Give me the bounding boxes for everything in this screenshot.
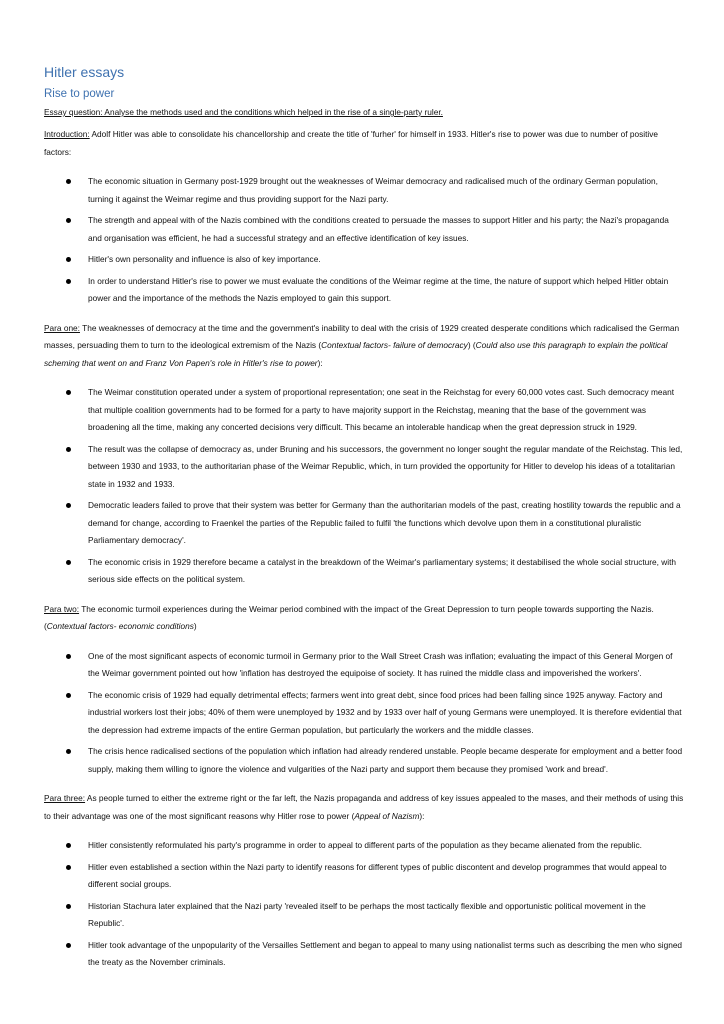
list-item-text: The crisis hence radicalised sections of the population which inflation had already rendered unstable. People became desperate for employment and a better food supply, making them willing to ignore the violence and vulgarities of the Nazi party and support them because they promised 'work and bread'. bbox=[88, 746, 683, 774]
bullet-icon bbox=[66, 693, 71, 698]
document-subtitle: Rise to power bbox=[44, 88, 115, 100]
para-two-paragraph bbox=[44, 601, 684, 636]
para-two-context: Contextual factors- economic conditions bbox=[46, 621, 194, 631]
para-one-context: Contextual factors- failure of democracy bbox=[321, 340, 468, 350]
bullet-icon bbox=[66, 447, 71, 452]
bullet-icon bbox=[66, 257, 71, 262]
list-item-text: One of the most significant aspects of economic turmoil in Germany prior to the Wall Street Crash was inflation; evaluating the impact of this General Morgen of the Weimar government pointed out how 'inflation has destroyed the equipoise of society. It has ruined the middle class and impoverished the workers'. bbox=[88, 650, 673, 678]
bullet-icon bbox=[66, 179, 71, 184]
list-item bbox=[44, 384, 684, 437]
intro-paragraph bbox=[44, 126, 684, 161]
list-item-text: The economic situation in Germany post-1929 brought out the weaknesses of Weimar democracy and radicalised much of the ordinary German population, turning it against the Weimar regime and thus providing support for the Nazi party. bbox=[88, 176, 658, 204]
para-one-note: Could also use this paragraph to explain the political scheming that went on and Franz Von Papen's role in Hitler's rise to power bbox=[44, 340, 668, 368]
list-item bbox=[44, 497, 684, 550]
list-item-text: The Weimar constitution operated under a system of proportional representation; one seat in the Reichstag for every 60,000 votes cast. Such democracy meant that multiple coalition governments had to be formed for a party to have majority support in the Reichstag, meaning that the base of the government was broadening all the time, making any concerted decisions very difficult. This became an intolerable handicap when the great depression struck in 1929. bbox=[88, 387, 675, 432]
para-one-text: The weaknesses of democracy at the time and the government's inability to deal with the crisis of 1929 created desperate conditions which radicalised the German masses, persuading them to turn to the ideological extremism of the Nazis ( bbox=[44, 322, 680, 350]
bullet-icon bbox=[66, 865, 71, 870]
list-item bbox=[44, 898, 684, 933]
list-item bbox=[44, 273, 684, 308]
list-item-text: Hitler took advantage of the unpopularity of the Versailles Settlement and began to appeal to many using nationalist terms such as describing the men who signed the treaty as the November criminals. bbox=[88, 939, 683, 967]
bullet-icon bbox=[66, 943, 71, 948]
list-item bbox=[44, 648, 684, 683]
para-two-label: Para two: bbox=[44, 603, 80, 614]
para-one-mid: ) ( bbox=[467, 340, 476, 350]
list-item-text: Hitler even established a section within the Nazi party to identify reasons for different types of public discontent and develop programmes that would appeal to different social groups. bbox=[88, 861, 667, 889]
essay-question: Essay question: Analyse the methods used and the conditions which helped in the rise of a single-party ruler. bbox=[44, 107, 443, 117]
para-three-end: ): bbox=[419, 810, 425, 821]
bullet-icon bbox=[66, 218, 71, 223]
bullet-icon bbox=[66, 503, 71, 508]
para-three-bullet-list bbox=[44, 837, 684, 972]
list-item bbox=[44, 173, 684, 208]
para-three-context: Appeal of Nazism bbox=[354, 810, 420, 821]
list-item-text: The economic crisis of 1929 had equally detrimental effects; farmers went into great debt, since food prices had been falling since 1925 anyway. Factory and industrial workers lost their jobs; 40% of them were unemployed by 1932 and by 1933 over half of young Germans were unemployed. It is therefore evidential that the depression had extreme impacts of the entire German population, but particularly the workers and the middle classes. bbox=[88, 689, 682, 735]
bullet-icon bbox=[66, 390, 71, 395]
para-two-bullet-list bbox=[44, 648, 684, 779]
para-three-text: As people turned to either the extreme right or the far left, the Nazis propaganda and address of key issues appealed to the mases, and their methods of using this to their advantage was one of the most significant reasons why Hitler rose to power ( bbox=[44, 793, 684, 821]
bullet-icon bbox=[66, 560, 71, 565]
list-item bbox=[44, 859, 684, 894]
list-item-text: The result was the collapse of democracy as, under Bruning and his successors, the government no longer sought the regular mandate of the Reichstag. This led, between 1930 and 1933, to the authoritarian phase of the Weimar Republic, which, in turn provided the opportunity for Hitler to develop his ideas of a totalitarian state in 1932 and 1933. bbox=[88, 443, 683, 489]
bullet-icon bbox=[66, 843, 71, 848]
list-item bbox=[44, 441, 684, 494]
list-item-text: In order to understand Hitler's rise to power we must evaluate the conditions of the Weimar regime at the time, the nature of support which helped Hitler obtain power and the importance of the methods the Nazis employed to gain this support. bbox=[88, 275, 669, 303]
para-two-text: The economic turmoil experiences during the Weimar period combined with the impact of the Great Depression to turn people towards supporting the Nazis. ( bbox=[44, 603, 654, 631]
list-item bbox=[44, 743, 684, 778]
list-item-text: The economic crisis in 1929 therefore became a catalyst in the breakdown of the Weimar's parliamentary systems; it destabilised the whole social structure, with serious side effects on the political system. bbox=[88, 556, 677, 584]
list-item bbox=[44, 554, 684, 589]
intro-bullet-list bbox=[44, 173, 684, 308]
para-three-paragraph bbox=[44, 790, 684, 825]
para-three-label: Para three: bbox=[44, 793, 86, 803]
list-item-text: Hitler's own personality and influence is also of key importance. bbox=[88, 254, 321, 264]
para-one-paragraph bbox=[44, 320, 684, 373]
para-one-label: Para one: bbox=[44, 322, 80, 333]
list-item bbox=[44, 212, 684, 247]
list-item-text: Democratic leaders failed to prove that their system was better for Germany than the authoritarian models of the past, creating hostility towards the republic and a demand for change, according to Fraenkel the parties of the Republic failed to fulfil 'the functions which devolve upon them in a constitutional pluralistic Parliamentary democracy'. bbox=[88, 500, 681, 545]
para-two-end: ) bbox=[193, 621, 197, 631]
bullet-icon bbox=[66, 749, 71, 754]
para-one-bullet-list bbox=[44, 384, 684, 589]
list-item-text: Historian Stachura later explained that the Nazi party 'revealed itself to be perhaps the most tactically flexible and opportunistic political movement in the Republic'. bbox=[88, 900, 646, 928]
bullet-icon bbox=[66, 654, 71, 659]
list-item bbox=[44, 251, 684, 269]
list-item bbox=[44, 837, 684, 855]
list-item-text: Hitler consistently reformulated his party's programme in order to appeal to different parts of the population as they became alienated from the republic. bbox=[88, 840, 642, 850]
para-one-end: ): bbox=[317, 357, 323, 368]
intro-text: Adolf Hitler was able to consolidate his chancellorship and create the title of 'furher' for himself in 1933. Hitler's rise to power was due to number of positive factors: bbox=[44, 129, 658, 157]
list-item bbox=[44, 937, 684, 972]
list-item-text: The strength and appeal with of the Nazis combined with the conditions created to persuade the masses to support Hitler and his party; the Nazi's propaganda and organisation was efficient, he had a successful strategy and an effective identification of key issues. bbox=[88, 215, 669, 243]
list-item bbox=[44, 687, 684, 740]
intro-label: Introduction: bbox=[44, 129, 90, 139]
document-title: Hitler essays bbox=[44, 64, 125, 80]
bullet-icon bbox=[66, 904, 71, 909]
bullet-icon bbox=[66, 279, 71, 284]
